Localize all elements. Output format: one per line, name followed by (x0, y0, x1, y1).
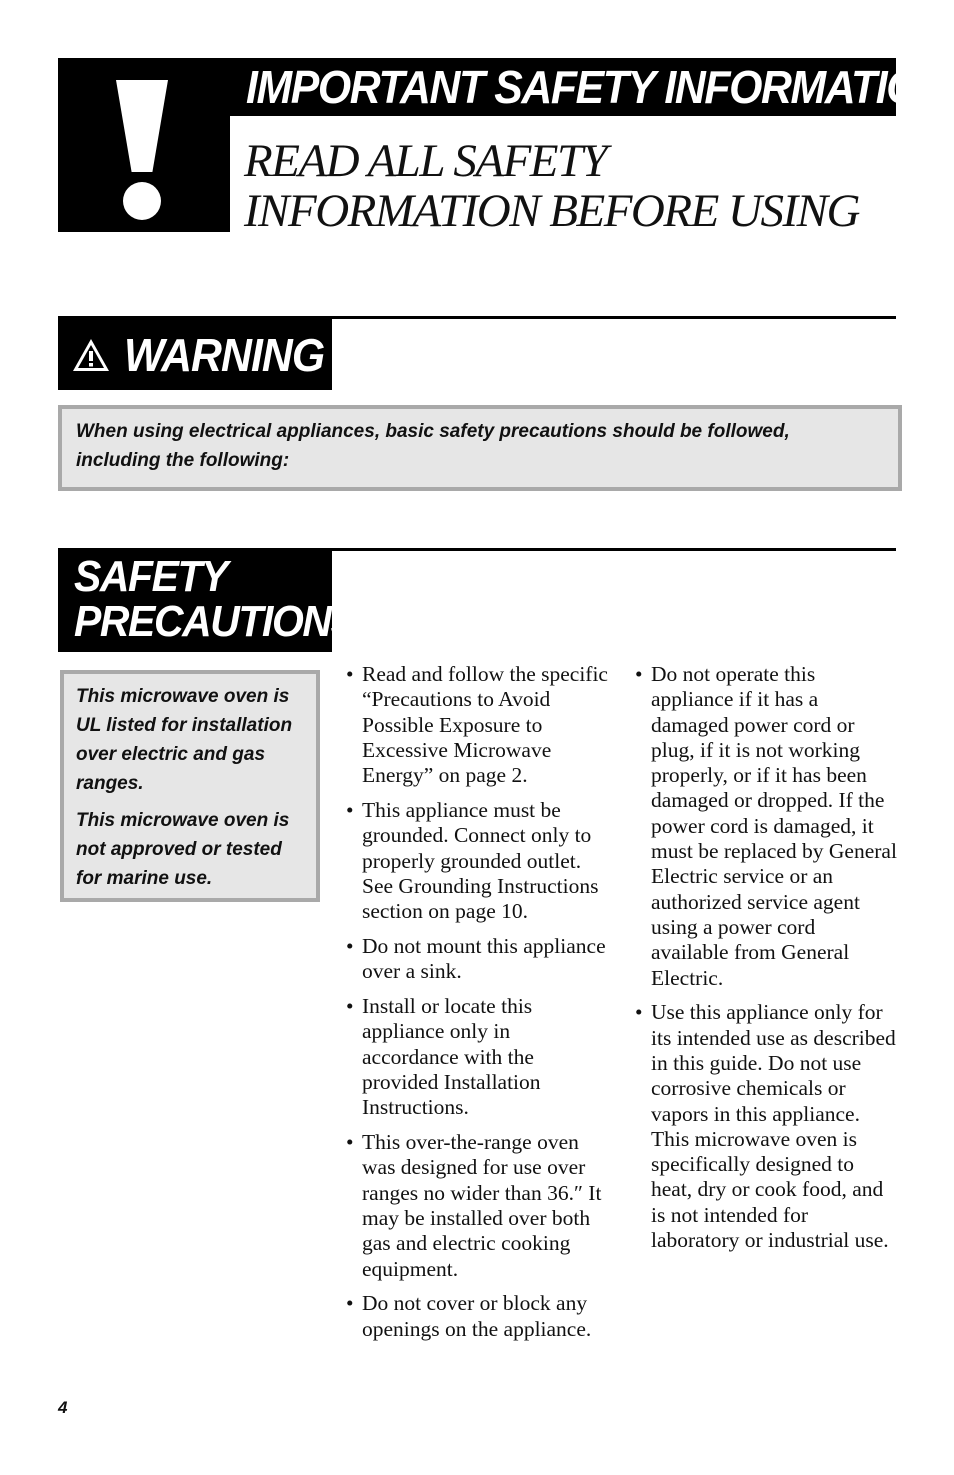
sidebar-note-marine: This microwave oven is not approved or tested for marine use. (76, 810, 290, 889)
warning-notice-box (58, 405, 902, 491)
subtitle-line-1: READ ALL SAFETY (244, 135, 607, 187)
warning-triangle-icon (72, 338, 110, 372)
sidebar-note-box (60, 670, 320, 902)
bullet: • (346, 1130, 354, 1155)
list-item (346, 934, 608, 985)
bullet: • (346, 797, 354, 822)
list-item (346, 1130, 608, 1282)
precautions-column-1 (346, 662, 608, 1351)
sidebar-note-ul: This microwave oven is UL listed for installation over electric and gas ranges. (76, 686, 293, 794)
list-item-text: This appliance must be grounded. Connect only to properly grounded outlet. See Grounding Instructions section on page 10. (362, 797, 599, 924)
exclamation-icon (58, 58, 230, 232)
page-title: IMPORTANT SAFETY INFORMATION (246, 61, 948, 113)
list-item-text: Use this appliance only for its intended use as described in this guide. Do not use corrosive chemicals or vapors in this appliance. This microwave oven is specifically designed to heat, dry or cook food, and is not intended for laboratory or industrial use. (651, 1000, 896, 1253)
list-item-text: Install or locate this appliance only in accordance with the provided Installation Instructions. (362, 994, 541, 1120)
list-item (346, 798, 608, 924)
list-item-text: This over-the-range oven was designed for use over ranges no wider than 36.″ It may be installed over both gas and electric cooking equipment. (362, 1130, 602, 1281)
bullet: • (346, 933, 354, 958)
bullet: • (346, 1291, 354, 1316)
bullet: • (346, 662, 354, 686)
list-item (346, 662, 608, 788)
subtitle-line-2: INFORMATION BEFORE USING (244, 185, 859, 237)
warning-heading: WARNING (124, 329, 325, 381)
page-number: 4 (58, 1398, 68, 1417)
list-item (346, 994, 608, 1120)
warning-notice-text: When using electrical appliances, basic safety precautions should be followed, including the following: (76, 421, 790, 471)
safety-heading (74, 554, 356, 644)
exclamation-dot (123, 182, 161, 220)
list-item-text: Read and follow the specific “Precautions to Avoid Possible Exposure to Excessive Microwave Energy” on page 2. (362, 662, 608, 788)
list-item (635, 662, 897, 991)
exclamation-bar (116, 80, 168, 172)
safety-heading-line-1: SAFETY (74, 552, 228, 601)
page-subtitle (244, 136, 894, 236)
precautions-column-2 (635, 662, 897, 1263)
list-item-text: Do not cover or block any openings on the appliance. (362, 1291, 592, 1341)
list-item (635, 1000, 897, 1253)
list-item-text: Do not operate this appliance if it has a damaged power cord or plug, if it is not working properly, or if it has been damaged or dropped. If the power cord is damaged, it must be replaced by General Electric service or an authorized service agent using a power cord available from General Electric. (651, 662, 897, 990)
bullet: • (635, 1000, 643, 1025)
list-item (346, 1291, 608, 1342)
bullet: • (346, 994, 354, 1019)
safety-heading-line-2: PRECAUTIONS (74, 597, 357, 646)
list-item-text: Do not mount this appliance over a sink. (362, 933, 606, 984)
bullet: • (635, 662, 643, 686)
